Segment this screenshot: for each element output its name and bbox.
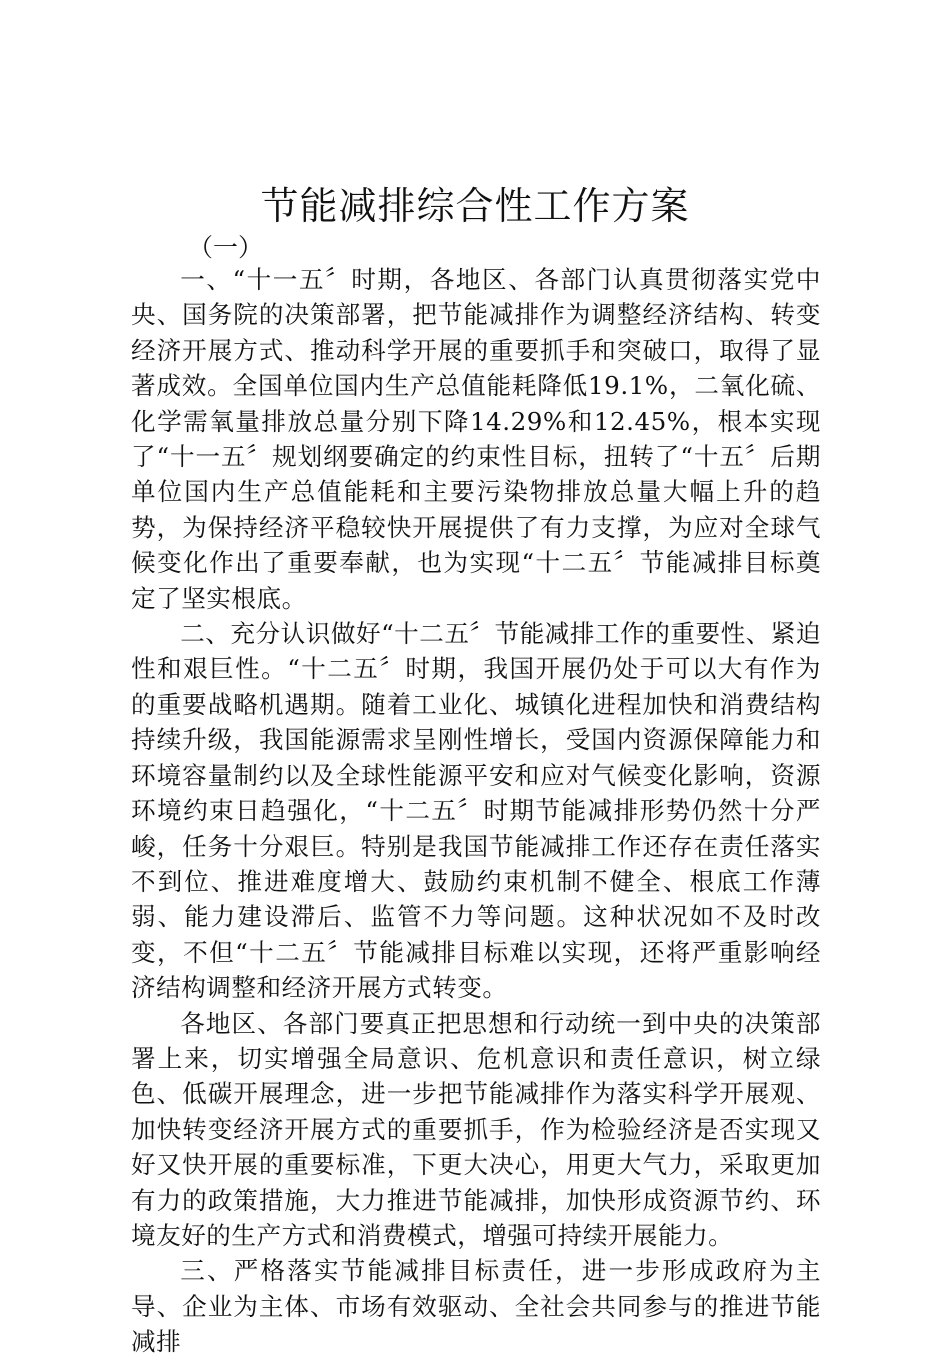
paragraph-2: 二、充分认识做好“十二五〞节能减排工作的重要性、紧迫性和艰巨性。“十二五〞时期，我国开展仍处于可以大有作为的重要战略机遇期。随着工业化、城镇化进程加快和消费结构持续升级，我国能源需求呈刚性增长，受国内资源保障能力和环境容量制约以及全球性能源平安和应对气候变化影响，资源环境约束日趋强化，“十二五〞时期节能减排形势仍然十分严峻，任务十分艰巨。特别是我国节能减排工作还存在责任落实不到位、推进难度增大、鼓励约束机制不健全、根底工作薄弱、能力建设滞后、监管不力等问题。这种状况如不及时改变，不但“十二五〞节能减排目标难以实现，还将严重影响经济结构调整和经济开展方式转变。 (131, 619, 821, 1003)
paragraph-1: 一、“十一五〞时期，各地区、各部门认真贯彻落实党中央、国务院的决策部署，把节能减排作为调整经济结构、转变经济开展方式、推动科学开展的重要抓手和突破口，取得了显著成效。全国单位国内生产总值能耗降低19.1%，二氧化硫、化学需氧量排放总量分别下降14.29%和12.45%，根本实现了“十一五〞规划纲要确定的约束性目标，扭转了“十五〞后期单位国内生产总值能耗和主要污染物排放总量大幅上升的趋势，为保持经济平稳较快开展提供了有力支撑，为应对全球气候变化作出了重要奉献，也为实现“十二五〞节能减排目标奠定了坚实根底。 (131, 265, 821, 613)
document-body (131, 262, 821, 1360)
paragraph-4: 三、严格落实节能减排目标责任，进一步形成政府为主导、企业为主体、市场有效驱动、全社会共同参与的推进节能减排 (131, 1256, 821, 1357)
paragraph-3: 各地区、各部门要真正把思想和行动统一到中央的决策部署上来，切实增强全局意识、危机意识和责任意识，树立绿色、低碳开展理念，进一步把节能减排作为落实科学开展观、加快转变经济开展方式的重要抓手，作为检验经济是否实现又好又快开展的重要标准，下更大决心，用更大气力，采取更加有力的政策措施，大力推进节能减排，加快形成资源节约、环境友好的生产方式和消费模式，增强可持续开展能力。 (131, 1008, 821, 1250)
document-subtitle: （一） (188, 233, 264, 262)
document-title: 节能减排综合性工作方案 (260, 184, 690, 228)
